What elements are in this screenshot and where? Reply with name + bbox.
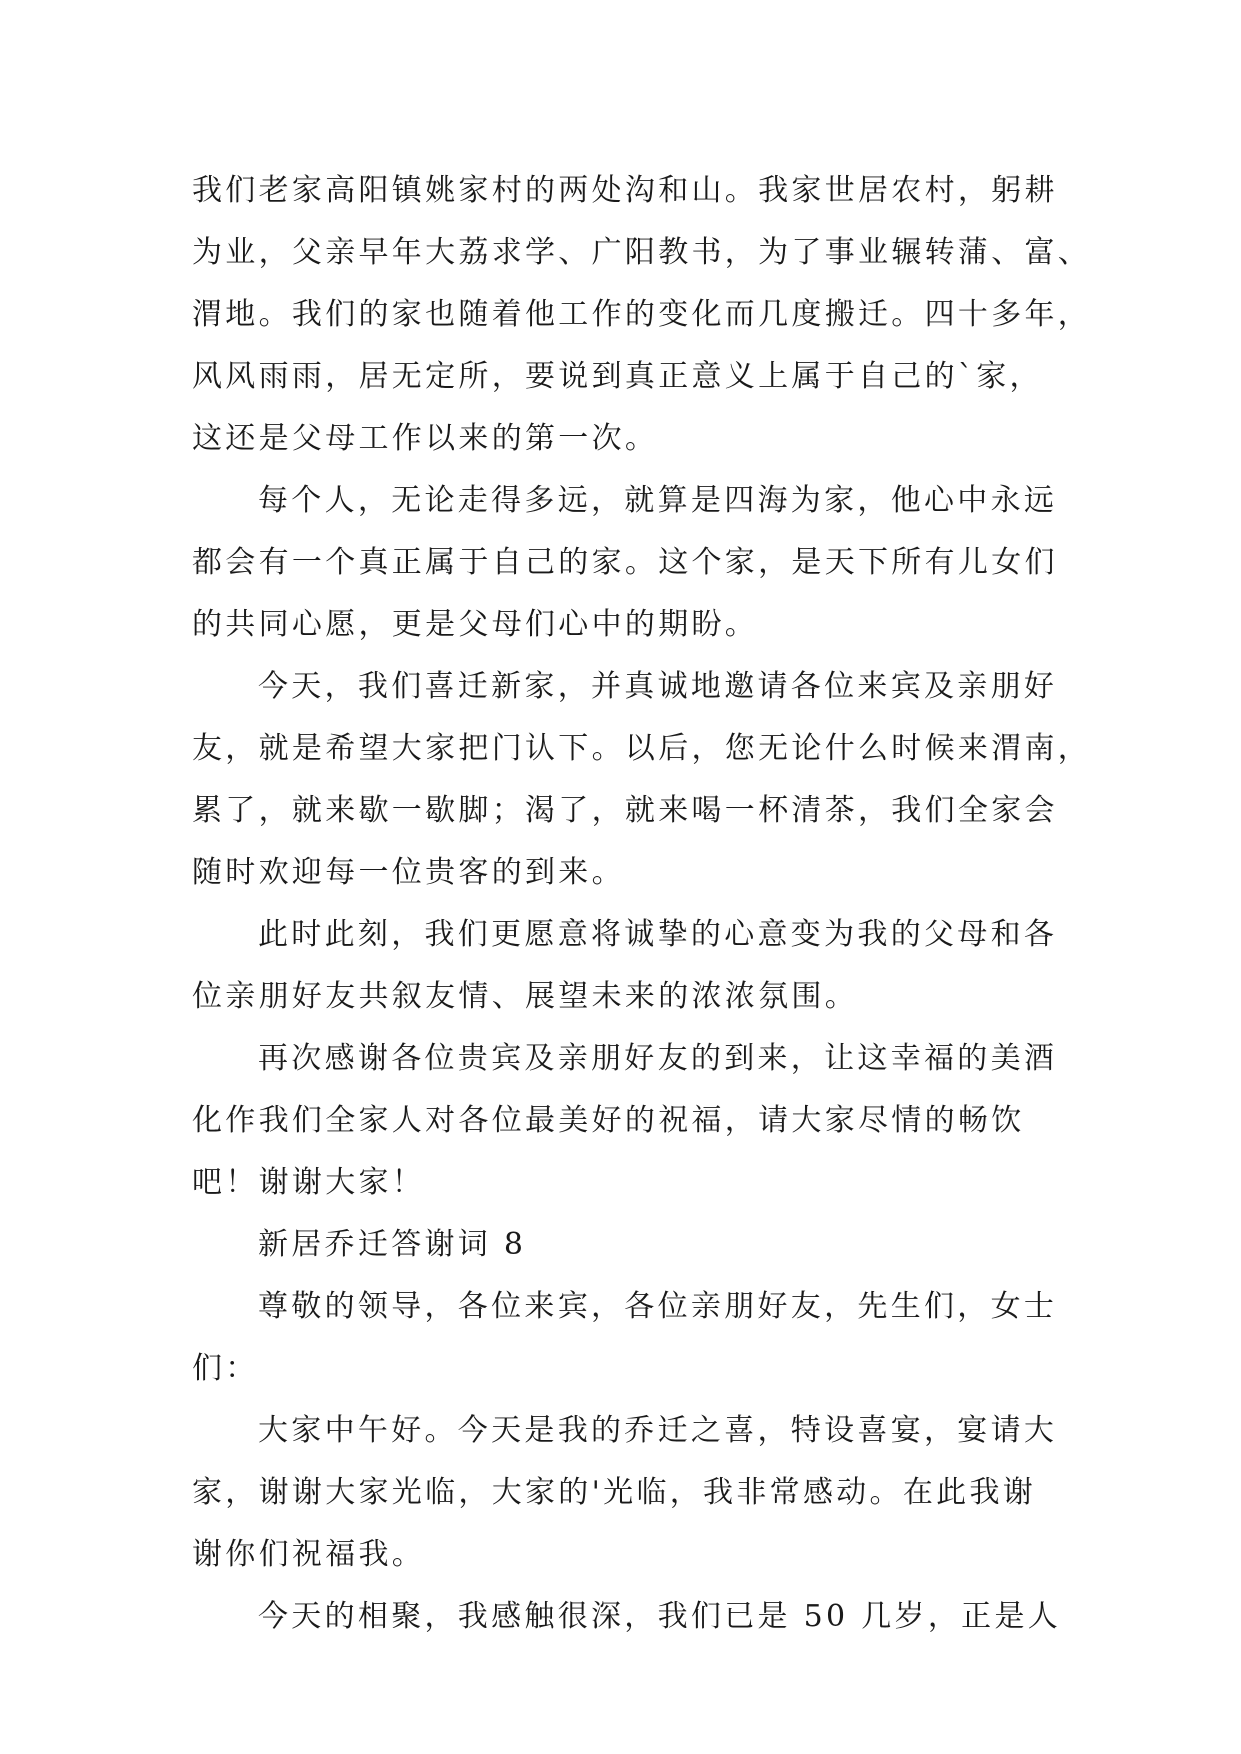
text-line: 化作我们全家人对各位最美好的祝福，请大家尽情的畅饮 xyxy=(192,1103,1025,1138)
text-line: 每个人，无论走得多远，就算是四海为家，他心中永远 xyxy=(258,483,1058,518)
text-line: 渭地。我们的家也随着他工作的变化而几度搬迁。四十多年， xyxy=(192,297,1092,332)
section-heading: 新居乔迁答谢词 8 xyxy=(258,1227,527,1262)
text-line: 的共同心愿，更是父母们心中的期盼。 xyxy=(192,607,759,642)
text-line: 都会有一个真正属于自己的家。这个家，是天下所有儿女们 xyxy=(192,545,1058,580)
text-line: 此时此刻，我们更愿意将诚挚的心意变为我的父母和各 xyxy=(258,917,1058,952)
text-line: 今天的相聚，我感触很深，我们已是 50 几岁，正是人 xyxy=(258,1599,1062,1634)
document-body xyxy=(192,160,1092,1648)
text-line: 再次感谢各位贵宾及亲朋好友的到来，让这幸福的美酒 xyxy=(258,1041,1058,1076)
text-line: 大家中午好。今天是我的乔迁之喜，特设喜宴，宴请大 xyxy=(258,1413,1058,1448)
text-line: 随时欢迎每一位贵客的到来。 xyxy=(192,855,625,890)
text-line: 谢你们祝福我。 xyxy=(192,1537,426,1572)
text-line: 我们老家高阳镇姚家村的两处沟和山。我家世居农村，躬耕 xyxy=(192,173,1058,208)
text-line: 友，就是希望大家把门认下。以后，您无论什么时候来渭南， xyxy=(192,731,1092,766)
text-line: 吧！谢谢大家！ xyxy=(192,1165,426,1200)
text-line: 家，谢谢大家光临，大家的'光临，我非常感动。在此我谢 xyxy=(192,1475,1037,1510)
text-line: 累了，就来歇一歇脚；渴了，就来喝一杯清茶，我们全家会 xyxy=(192,793,1058,828)
text-line: 今天，我们喜迁新家，并真诚地邀请各位来宾及亲朋好 xyxy=(258,669,1058,704)
text-line: 为业，父亲早年大荔求学、广阳教书，为了事业辗转蒲、富、 xyxy=(192,235,1092,270)
text-line: 们： xyxy=(192,1351,259,1386)
text-line: 这还是父母工作以来的第一次。 xyxy=(192,421,659,456)
text-line: 尊敬的领导，各位来宾，各位亲朋好友，先生们，女士 xyxy=(258,1289,1058,1324)
text-line: 位亲朋好友共叙友情、展望未来的浓浓氛围。 xyxy=(192,979,858,1014)
text-line: 风风雨雨，居无定所，要说到真正意义上属于自己的`家， xyxy=(192,359,1043,394)
